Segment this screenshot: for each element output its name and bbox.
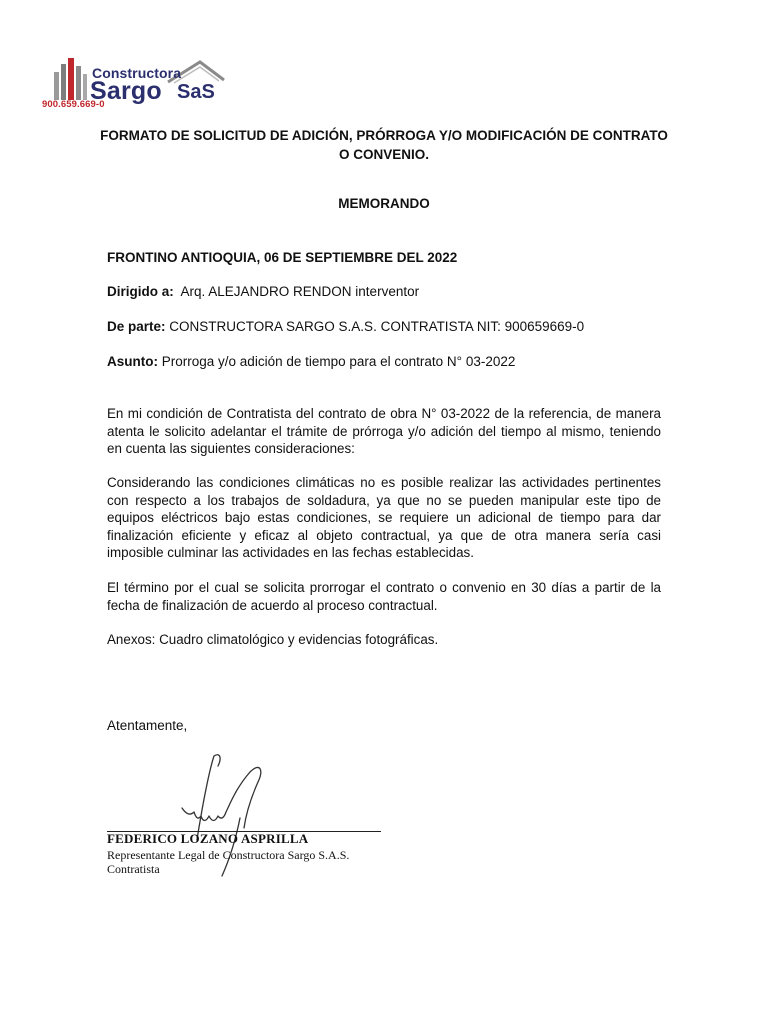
signatory-role: Representante Legal de Constructora Sargo S.A.S. [107, 848, 350, 862]
subject-line [107, 353, 667, 371]
logo-text-sas: SaS [177, 81, 215, 103]
to-label: Dirigido a: [107, 284, 174, 299]
subject-value: Prorroga y/o adición de tiempo para el contrato N° 03-2022 [161, 354, 516, 369]
subject-label: Asunto: [107, 354, 158, 369]
from-label: De parte: [107, 319, 166, 334]
document-title: FORMATO DE SOLICITUD DE ADICIÓN, PRÓRROGA Y/O MODIFICACIÓN DE CONTRATO O CONVENIO. [100, 128, 668, 162]
closing: Atentamente, [107, 718, 188, 733]
logo-nit: 900.659.669-0 [42, 99, 105, 110]
memo-heading: MEMORANDO [338, 196, 430, 211]
company-logo [40, 56, 230, 112]
body-paragraph-2: Considerando las condiciones climáticas no es posible realizar las actividades pertinentes con respecto a los trabajos de soldadura, ya que no se pueden manipular este tipo de equipos eléctricos bajo estas condiciones, se requiere un adicional de tiempo para dar finalización eficiente y eficaz al objeto contractual, ya que de otra manera sería casi imposible culminar las actividades en las fechas establecidas. [107, 475, 661, 561]
from-line [107, 318, 667, 336]
signatory-name: FEDERICO LOZANO ASPRILLA [107, 831, 309, 846]
logo-text-sargo: Sargo [90, 77, 162, 105]
to-value: Arq. ALEJANDRO RENDON interventor [180, 284, 420, 299]
place-date: FRONTINO ANTIOQUIA, 06 DE SEPTIEMBRE DEL 2022 [107, 250, 458, 265]
body-paragraph-3: El término por el cual se solicita prorrogar el contrato o convenio en 30 días a partir de la fecha de finalización de acuerdo al proceso contractual. [107, 580, 661, 613]
body-paragraph-1: En mi condición de Contratista del contrato de obra N° 03-2022 de la referencia, de manera atenta le solicito adelantar el trámite de prórroga y/o adición del tiempo al mismo, teniendo en cuenta las siguientes consideraciones: [107, 406, 661, 457]
signatory-org: Contratista [107, 862, 160, 876]
to-line [107, 283, 667, 301]
from-value: CONSTRUCTORA SARGO S.A.S. CONTRATISTA NIT: 900659669-0 [169, 319, 585, 334]
logo-text-constructora: Constructora [92, 65, 182, 81]
body-paragraph-4: Anexos: Cuadro climatológico y evidencias fotográficas. [107, 632, 439, 647]
